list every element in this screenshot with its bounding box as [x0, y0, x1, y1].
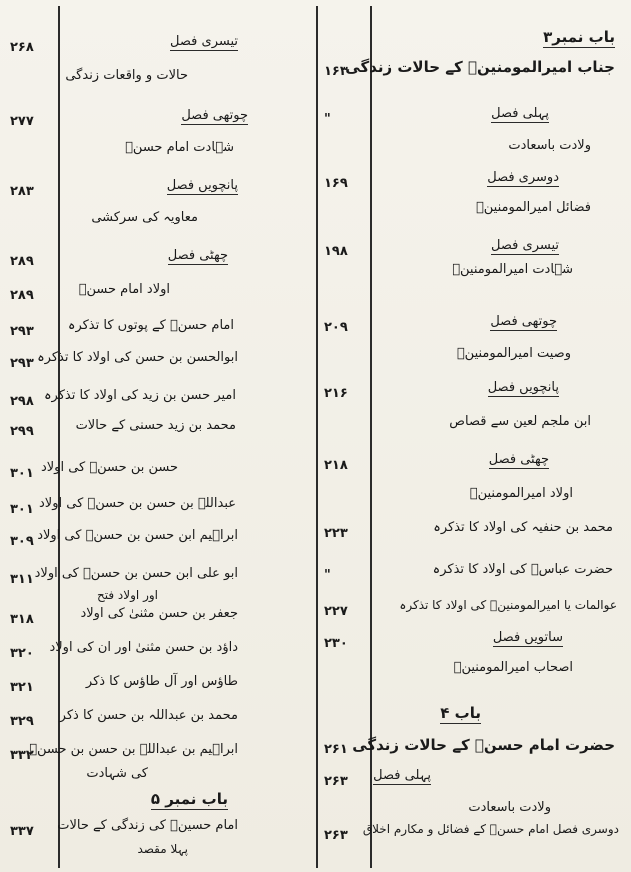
page-number: ۳۰۱	[10, 466, 34, 481]
toc-entry: اصحاب امیرالمومنینؑ	[453, 660, 573, 675]
toc-entry: ساتویں فصل	[492, 630, 563, 645]
page-number: ۳۱۸	[10, 612, 34, 627]
toc-entry: چھٹی فصل	[488, 452, 549, 467]
toc-entry: دوسری فصل امام حسنؑ کے فضائل و مکارم اخلاق	[362, 822, 619, 836]
page-number: ۳۳۷	[10, 824, 34, 839]
page-number: ۲۰۹	[324, 320, 348, 335]
toc-entry: حضرت عباسؑ کی اولاد کا تذکرہ	[432, 562, 613, 577]
page-number: ۳۰۱	[10, 502, 34, 517]
toc-entry: امام حسنؑ کے پوتوں کا تذکرہ	[67, 318, 234, 333]
toc-entry: حالات و واقعات زندگی	[65, 68, 188, 83]
page-number: ۲۶۱	[324, 742, 348, 757]
toc-entry: عبداللہ بن حسن بن حسنؑ کی اولاد	[39, 496, 236, 511]
toc-entry: امیر حسن بن زید کی اولاد کا تذکرہ	[43, 388, 236, 403]
toc-entry: حسن بن حسنؑ کی اولاد	[40, 460, 178, 475]
toc-entry: ابراہیم بن عبداللہ بن حسن بن حسنؑ	[29, 742, 238, 757]
toc-entry: شہادت امام حسنؑ	[125, 140, 234, 155]
page-number: "	[324, 112, 331, 127]
toc-entry: ابوالحسن بن حسن کی اولاد کا تذکرہ	[37, 350, 238, 365]
page-number: ۲۷۷	[10, 114, 34, 129]
toc-entry: باب ۴	[440, 704, 481, 722]
toc-entry: محمد بن حنفیہ کی اولاد کا تذکرہ	[433, 520, 613, 535]
toc-entry: باب نمبر ۵	[150, 790, 228, 808]
toc-entry: ابو علی ابن حسن بن حسنؑ کی اولاد	[34, 566, 238, 581]
page-number: ۲۸۳	[10, 184, 34, 199]
page-number: ۲۳۰	[324, 636, 348, 651]
page-number: ۲۱۶	[324, 386, 348, 401]
page-number: ۲۹۹	[10, 424, 34, 439]
page-number: ۲۲۳	[324, 526, 348, 541]
page-number: ۲۸۹	[10, 288, 34, 303]
toc-entry: پہلی فصل	[373, 768, 431, 783]
toc-entry: داؤد بن حسن مثنیٰ اور ان کی اولاد	[49, 640, 238, 655]
toc-entry: جناب امیرالمومنینؑ کے حالات زندگی	[345, 58, 615, 76]
page-number: ۲۸۹	[10, 254, 34, 269]
page-number: ۱۶۹	[324, 176, 348, 191]
page-number: ۲۶۳	[324, 828, 348, 843]
page-number: ۲۱۸	[324, 458, 348, 473]
page-number: ۱۹۸	[324, 244, 348, 259]
toc-entry: پہلی فصل	[491, 106, 549, 121]
toc-entry: اولاد امام حسنؑ	[78, 282, 170, 297]
toc-entry: حضرت امام حسنؑ کے حالات زندگی	[352, 736, 615, 754]
toc-entry: چھٹی فصل	[167, 248, 228, 263]
page-number: ۳۱۱	[10, 572, 34, 587]
toc-entry: باب نمبر۳	[543, 28, 615, 46]
page-number: ۳۰۹	[10, 534, 34, 549]
toc-entry: فضائل امیرالمومنینؑ	[475, 200, 591, 215]
page-number: ۲۹۸	[10, 394, 34, 409]
page-number: ۲۹۳	[10, 356, 34, 371]
page-number: "	[324, 568, 331, 583]
toc-entry: پانچویں فصل	[487, 380, 559, 395]
page-number: ۳۳۲	[10, 748, 34, 763]
toc-entry: کی شہادت	[86, 766, 148, 781]
toc-entry: امام حسینؑ کی زندگی کے حالات	[57, 818, 238, 833]
toc-entry: دوسری فصل	[487, 170, 559, 185]
page-number: ۲۶۸	[10, 40, 34, 55]
page-number: ۱۶۳	[324, 64, 348, 79]
toc-entry: چوتھی فصل	[181, 108, 248, 123]
toc-entry: معاویہ کی سرکشی	[91, 210, 198, 225]
toc-entry: اولاد امیرالمومنینؑ	[469, 486, 573, 501]
toc-entry: پہلا مقصد	[137, 842, 188, 856]
toc-entry: ابن ملجم لعین سے قصاص	[449, 414, 591, 429]
page-number: ۲۶۳	[324, 774, 348, 789]
toc-entry: اور اولاد فتح	[97, 588, 158, 602]
right-column	[318, 0, 631, 872]
toc-entry: طاؤس اور آل طاؤس کا ذکر	[85, 674, 238, 689]
page-number: ۲۲۷	[324, 604, 348, 619]
toc-entry: ولادت باسعادت	[468, 800, 551, 815]
toc-entry: چوتھی فصل	[490, 314, 557, 329]
toc-entry: تیسری فصل	[491, 238, 559, 253]
toc-entry: تیسری فصل	[170, 34, 238, 49]
toc-entry: وصیت امیرالمومنینؑ	[456, 346, 571, 361]
toc-entry: پانچویں فصل	[166, 178, 238, 193]
toc-entry: محمد بن عبداللہ بن حسن کا ذکر	[59, 708, 238, 723]
toc-entry: شہادت امیرالمومنینؑ	[452, 262, 573, 277]
toc-entry: عوالمات یا امیرالمومنینؑ کی اولاد کا تذکرہ	[399, 598, 617, 612]
page-number: ۳۲۹	[10, 714, 34, 729]
toc-entry: محمد بن زید حسنی کے حالات	[75, 418, 236, 433]
toc-entry: ابراہیم ابن حسن بن حسنؑ کی اولاد	[37, 528, 238, 543]
page-number: ۳۲۰	[10, 646, 34, 661]
toc-entry: جعفر بن حسن مثنیٰ کی اولاد	[80, 606, 238, 621]
page-number: ۲۹۳	[10, 324, 34, 339]
toc-entry: ولادت باسعادت	[508, 138, 591, 153]
page-number: ۳۲۱	[10, 680, 34, 695]
